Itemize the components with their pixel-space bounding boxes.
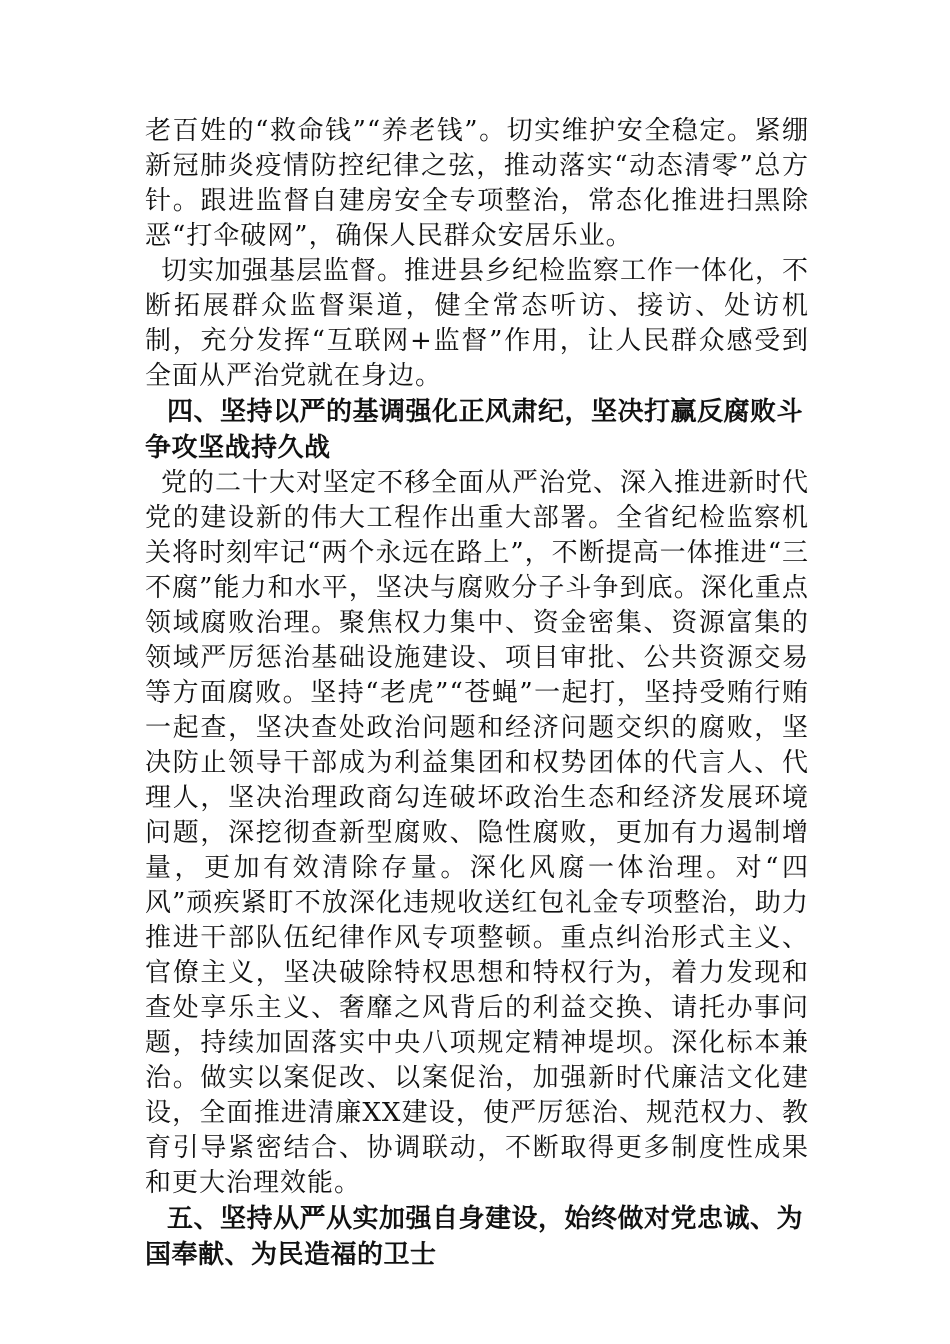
document-body — [145, 114, 809, 1273]
paragraph-grassroots-supervision: 切实加强基层监督。推进县乡纪检监察工作一体化，不断拓展群众监督渠道，健全常态听访、接访、处访机制，充分发挥“互联网+监督”作用，让人民群众感受到全面从严治党就在身边。 — [145, 256, 810, 391]
paragraph-safety-stability: 老百姓的“救命钱”“养老钱”。切实维护安全稳定。紧绷新冠肺炎疫情防控纪律之弦，推动落实“动态清零”总方针。跟进监督自建房安全专项整治，常态化推进扫黑除恶“打伞破网”，确保人民群众安居乐业。 — [145, 116, 809, 251]
section-heading-four: 四、坚持以严的基调强化正风肃纪，坚决打赢反腐败斗争攻坚战持久战 — [145, 397, 804, 463]
section-heading-five: 五、坚持从严从实加强自身建设，始终做对党忠诚、为国奉献、为民造福的卫士 — [145, 1204, 804, 1270]
paragraph-anti-corruption: 党的二十大对坚定不移全面从严治党、深入推进新时代党的建设新的伟大工程作出重大部署。全省纪检监察机关将时刻牢记“两个永远在路上”，不断提高一体推进“三不腐”能力和水平，坚决与腐败分子斗争到底。深化重点领域腐败治理。聚焦权力集中、资金密集、资源富集的领域严厉惩治基础设施建设、项目审批、公共资源交易等方面腐败。坚持“老虎”“苍蝇”一起打，坚持受贿行贿一起查，坚决查处政治问题和经济问题交织的腐败，坚决防止领导干部成为利益集团和权势团体的代言人、代理人，坚决治理政商勾连破坏政治生态和经济发展环境问题，深挖彻查新型腐败、隐性腐败，更加有力遏制增量，更加有效清除存量。深化风腐一体治理。对“四风”顽疾紧盯不放深化违规收送红包礼金专项整治，助力推进干部队伍纪律作风专项整顿。重点纠治形式主义、官僚主义，坚决破除特权思想和特权行为，着力发现和查处享乐主义、奢靡之风背后的利益交换、请托办事问题，持续加固落实中央八项规定精神堤坝。深化标本兼治。做实以案促改、以案促治，加强新时代廉洁文化建设，全面推进清廉XX建设，使严厉惩治、规范权力、教育引导紧密结合、协调联动，不断取得更多制度性成果和更大治理效能。 — [145, 468, 810, 1198]
